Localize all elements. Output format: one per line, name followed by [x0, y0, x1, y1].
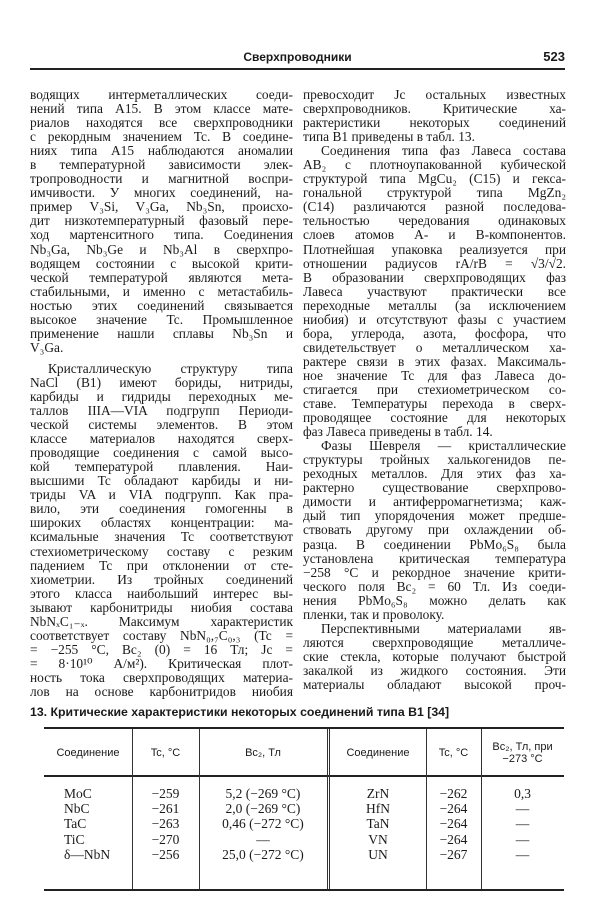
- text-line: триды VA и VIA подгрупп. Как пра-: [30, 487, 293, 503]
- table-13: [44, 727, 564, 891]
- table-cell: −256: [151, 846, 180, 862]
- header-bc2: Bc₂, Тл: [245, 747, 281, 759]
- table-cell: NbC: [64, 801, 90, 817]
- text-line: фаз Лавеса приведены в табл. 14.: [303, 424, 493, 440]
- paragraph: [30, 88, 293, 355]
- text-line: пример V₃Si, V₃Ga, Nb₃Sn, происхо-: [30, 199, 293, 215]
- text-line: лов на основе карбонитридов ниобия: [30, 683, 293, 699]
- header-tc-2: Tc, °C: [438, 747, 469, 759]
- text-line: высокое значение Tc. Промышленное: [30, 311, 293, 327]
- table-cell: VN: [368, 831, 388, 847]
- text-line: соответствует составу NbN₀,₇C₀,₃ (Tc =: [30, 627, 293, 643]
- text-line: Фазы Шевреля — кристаллические: [321, 438, 566, 454]
- text-line: = 8·10¹⁰ А/м²). Критическая плот-: [30, 655, 293, 671]
- table-cell: —: [515, 831, 530, 847]
- text-line: отношении радиусов rA/rB = √3/√2.: [303, 255, 566, 271]
- table-cell: −264: [439, 831, 468, 847]
- paragraph: [303, 439, 566, 622]
- text-line: ностью этих соединений связывается: [30, 297, 293, 313]
- text-line: NbNₓC₁₋ₓ. Максимум характеристик: [30, 613, 293, 629]
- text-line: ческой температурой являются мета-: [30, 269, 293, 285]
- text-line: проводящие соединения с самой высо-: [30, 445, 293, 461]
- table-cell: 25,0 (−272 °C): [222, 846, 304, 862]
- column-bc2: [199, 786, 327, 862]
- text-line: рактерно существование сверхпрово-: [303, 480, 566, 496]
- text-line: ниях типа A15 наблюдаются аномалии: [30, 143, 293, 159]
- paragraph: [303, 144, 566, 439]
- text-line: гональной структурой типа MgZn₂: [303, 185, 566, 201]
- header-rule: [44, 775, 564, 777]
- table-cell: TaN: [366, 816, 390, 832]
- header-tc: Tc, °C: [150, 747, 181, 759]
- column-compound-2: [330, 786, 426, 862]
- table-cell: −262: [439, 786, 468, 801]
- right-text-column: [303, 88, 566, 692]
- text-line: стигается при стехиометрическом со-: [303, 381, 566, 397]
- text-line: реходных металлов. Для этих фаз ха-: [303, 466, 566, 482]
- text-line: Плотнейшая упаковка реализуется при: [303, 241, 566, 257]
- text-line: ниобия) и отсутствуют фазы с участием: [303, 311, 566, 327]
- text-line: нений типа A15. В этом классе мате-: [30, 101, 293, 117]
- table-cell: −270: [151, 831, 180, 847]
- text-line: ное значение Tc для фаз Лавеса до-: [303, 367, 566, 383]
- text-line: материалы обладают высокой проч-: [303, 676, 566, 692]
- table-cell: 0,46 (−272 °C): [222, 816, 304, 832]
- text-line: высшими Tc обладают карбиды и ни-: [30, 473, 293, 489]
- text-line: ность тока сверхпроводящих материа-: [30, 669, 293, 685]
- text-line: разца. В соединении PbMo₆S₈ была: [303, 536, 566, 552]
- text-line: рактере связи в этих фазах. Максималь-: [303, 353, 566, 369]
- text-line: водящих интерметаллических соеди-: [30, 87, 293, 102]
- text-line: −258 °C и рекордное значение крити-: [303, 564, 566, 580]
- table-cell: ZrN: [366, 786, 390, 801]
- text-line: установлена критическая температура: [303, 550, 566, 566]
- text-line: ксимальные значения Tc соответствуют: [30, 529, 293, 545]
- text-line: широких областях концентрации: ма-: [30, 515, 293, 531]
- text-line: стабильными, и именно с метастабиль-: [30, 283, 293, 299]
- page-number: 523: [543, 49, 565, 64]
- table-cell: TiC: [64, 831, 85, 847]
- text-line: бора, углерода, азота, фосфора, что: [303, 325, 566, 341]
- table-cell: HfN: [366, 801, 390, 817]
- text-line: свидетельствует о металлическом ха-: [303, 339, 566, 355]
- text-line: превосходит Jc остальных известных: [303, 87, 566, 102]
- text-line: переходные металлы (за исключением: [303, 297, 566, 313]
- text-line: рактеристики некоторых соединений: [303, 115, 566, 131]
- text-line: проводящее состояние для некоторых: [303, 410, 566, 426]
- text-line: Nb₃Ga, Nb₃Ge и Nb₃Al в сверхпро-: [30, 241, 293, 257]
- table-cell: 5,2 (−269 °C): [225, 786, 301, 801]
- text-line: Кристаллическую структуру типа: [48, 360, 293, 376]
- text-line: нения PbMo₆S₈ можно делать как: [303, 592, 566, 608]
- text-line: хиометрии. Из тройных соединений: [30, 571, 293, 587]
- text-line: ляются сверхпроводящие металличе-: [303, 634, 566, 650]
- text-line: риалов находятся все сверхпроводники: [30, 115, 293, 131]
- table-cell: UN: [368, 846, 388, 862]
- paragraph: [303, 88, 566, 144]
- table-cell: 2,0 (−269 °C): [225, 801, 301, 817]
- table-cell: —: [256, 831, 270, 847]
- text-line: Лавеса участвуют практически все: [303, 283, 566, 299]
- text-line: = −255 °C, Bc₂ (0) = 16 Тл; Jc =: [30, 641, 293, 657]
- table-cell: MoC: [64, 786, 92, 801]
- table-cell: −263: [151, 816, 180, 832]
- text-line: В образовании сверхпроводящих фаз: [303, 269, 566, 285]
- text-line: Соединения типа фаз Лавеса состава: [321, 143, 566, 159]
- table-cell: —: [515, 846, 530, 862]
- text-line: структуры тройных халькогенидов пе-: [303, 452, 566, 468]
- column-tc: [132, 786, 199, 862]
- paragraph: [30, 362, 293, 699]
- header-bc2-2: Bc₂, Тл, при −273 °C: [492, 741, 553, 765]
- text-line: (C14) различаются разной последова-: [303, 199, 566, 215]
- text-line: V₃Ga.: [30, 339, 64, 355]
- text-line: пленки, так и проволоку.: [303, 606, 445, 622]
- header-compound: Соединение: [56, 747, 120, 759]
- text-line: карбиды и гидриды переходных ме-: [30, 388, 293, 404]
- text-line: водящем состоянии с высокой крити-: [30, 255, 293, 271]
- text-line: стехиометрическому составу с резким: [30, 543, 293, 559]
- text-line: ставе. Температуры перехода в сверх-: [303, 396, 566, 412]
- text-line: тропроводности и магнитной воспри-: [30, 171, 293, 187]
- table-cell: —: [515, 801, 530, 817]
- text-line: имчивости. У многих соединений, на-: [30, 185, 293, 201]
- text-line: вило, эти соединения гомогенны в: [30, 501, 293, 517]
- text-line: ческого поля Bc₂ = 60 Тл. Из соеди-: [303, 578, 566, 594]
- table-cell: −267: [439, 846, 468, 862]
- table-cell: −259: [151, 786, 180, 801]
- text-line: NaCl (B1) имеют бориды, нитриды,: [30, 374, 293, 390]
- text-line: с рекордным значением Tc. В соедине-: [30, 129, 293, 145]
- text-line: структурой типа MgCu₂ (C15) и гекса-: [303, 171, 566, 187]
- table-cell: 0,3: [514, 786, 531, 801]
- table-caption: 13. Критические характеристики некоторых соединений типа B1 [34]: [30, 705, 450, 719]
- text-line: Перспективными материалами яв-: [321, 620, 566, 636]
- text-line: падением Tc при отклонении от сте-: [30, 557, 293, 573]
- table-cell: −264: [439, 816, 468, 832]
- text-line: зывают карбонитриды ниобия состава: [30, 599, 293, 615]
- paragraph: [303, 622, 566, 692]
- text-line: закалкой из жидкого состояния. Эти: [303, 662, 566, 678]
- text-line: слоев атомов A- и B-компонентов.: [303, 227, 566, 243]
- page-header: [30, 48, 565, 70]
- table-cell: —: [515, 816, 530, 832]
- text-line: классе материалов находятся сверх-: [30, 431, 293, 447]
- text-line: дый тип упорядочения может предше-: [303, 508, 566, 524]
- column-bc2-2: [481, 786, 564, 862]
- text-line: ские стекла, которые получают быстрой: [303, 648, 566, 664]
- text-line: этого класса наибольший интерес вы-: [30, 585, 293, 601]
- column-compound: [64, 786, 110, 862]
- text-line: сверхпроводников. Критические ха-: [303, 101, 566, 117]
- text-line: тельностью чередования одинаковых: [303, 213, 566, 229]
- text-line: AB₂ с плотноупакованной кубической: [303, 157, 566, 173]
- text-line: ческой системы элементов. В этом: [30, 417, 293, 433]
- text-line: дит низкотемпературный фазовый пере-: [30, 213, 293, 229]
- text-line: типа B1 приведены в табл. 13.: [303, 129, 475, 145]
- left-text-column: [30, 88, 293, 699]
- text-line: таллов IIIA—VIA подгрупп Периоди-: [30, 403, 293, 419]
- column-tc-2: [426, 786, 481, 862]
- table-cell: δ—NbN: [64, 846, 111, 862]
- text-line: ход мартенситного типа. Соединения: [30, 227, 293, 243]
- text-line: димости и антиферромагнетизма; каж-: [303, 494, 566, 510]
- running-title: Сверхпроводники: [243, 50, 352, 64]
- table-cell: TaC: [64, 816, 87, 832]
- text-line: ствовать другому при охлаждении об-: [303, 522, 566, 538]
- text-line: кой температурой плавления. Наи-: [30, 459, 293, 475]
- text-line: в температурной зависимости элек-: [30, 157, 293, 173]
- header-compound-2: Соединение: [346, 747, 410, 759]
- table-cell: −261: [151, 801, 180, 817]
- text-line: применение нашли сплавы Nb₃Sn и: [30, 325, 293, 341]
- table-cell: −264: [439, 801, 468, 817]
